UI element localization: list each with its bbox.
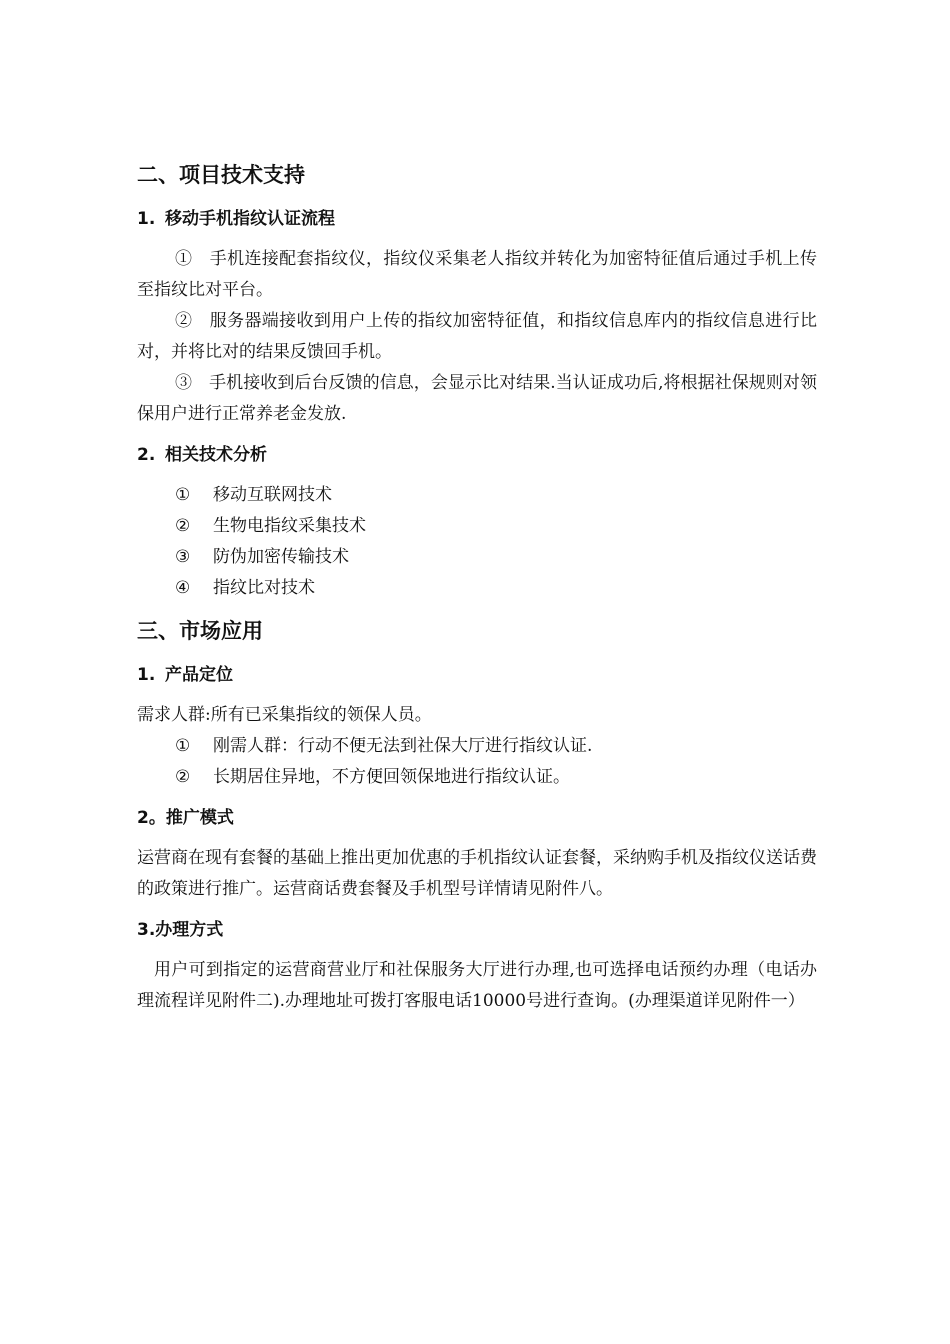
list-marker: ② — [175, 767, 191, 787]
document-page — [137, 160, 817, 1017]
list-item-text: 生物电指纹采集技术 — [213, 516, 366, 536]
promotion-paragraph: 运营商在现有套餐的基础上推出更加优惠的手机指纹认证套餐，采纳购手机及指纹仪送话费的政策进行推广。运营商话费套餐及手机型号详情请见附件八。 — [137, 848, 817, 899]
section-3-1-heading — [137, 662, 817, 688]
section-2-1-number: 1. — [137, 209, 156, 229]
flow-step-2: ② 服务器端接收到用户上传的指纹加密特征值，和指纹信息库内的指纹信息进行比对，并将比对的结果反馈回手机。 — [137, 311, 817, 362]
tech-list-item — [137, 573, 817, 604]
section-2-2-title: 相关技术分析 — [165, 445, 267, 465]
section-3-3-title: 3.办理方式 — [137, 920, 224, 940]
flow-step-3: ③ 手机接收到后台反馈的信息，会显示比对结果.当认证成功后,将根据社保规则对领保用户进行正常养老金发放. — [137, 373, 817, 424]
list-item-text: 指纹比对技术 — [213, 578, 315, 598]
section-3-2-title: 2。推广模式 — [137, 808, 234, 828]
section-2-1-heading — [137, 206, 817, 232]
handling-paragraph: 用户可到指定的运营商营业厅和社保服务大厅进行办理,也可选择电话预约办理（电话办理流程详见附件二).办理地址可拨打客服电话10000号进行查询。(办理渠道详见附件一） — [137, 960, 817, 1011]
list-marker: ① — [175, 736, 191, 756]
tech-list-item — [137, 511, 817, 542]
tech-list-item — [137, 480, 817, 511]
target-group-intro: 需求人群:所有已采集指纹的领保人员。 — [137, 705, 432, 725]
list-marker: ② — [175, 516, 191, 536]
flow-step-1: ① 手机连接配套指纹仪，指纹仪采集老人指纹并转化为加密特征值后通过手机上传至指纹比对平台。 — [137, 249, 817, 300]
section-3-1-number: 1. — [137, 665, 156, 685]
section-3-title: 三、市场应用 — [137, 619, 263, 643]
list-item-text: 刚需人群：行动不便无法到社保大厅进行指纹认证. — [213, 736, 593, 756]
target-list-item — [137, 762, 817, 793]
list-marker: ③ — [175, 547, 191, 567]
section-2-2-heading — [137, 442, 817, 468]
section-2-title: 二、项目技术支持 — [137, 163, 305, 187]
target-list-item — [137, 731, 817, 762]
list-marker: ④ — [175, 578, 191, 598]
section-2-2-number: 2. — [137, 445, 156, 465]
section-3-1-title: 产品定位 — [165, 665, 233, 685]
section-2-1-title: 移动手机指纹认证流程 — [165, 209, 335, 229]
list-item-text: 防伪加密传输技术 — [213, 547, 349, 567]
tech-list-item — [137, 542, 817, 573]
list-item-text: 移动互联网技术 — [213, 485, 332, 505]
list-marker: ① — [175, 485, 191, 505]
list-item-text: 长期居住异地，不方便回领保地进行指纹认证。 — [213, 767, 570, 787]
